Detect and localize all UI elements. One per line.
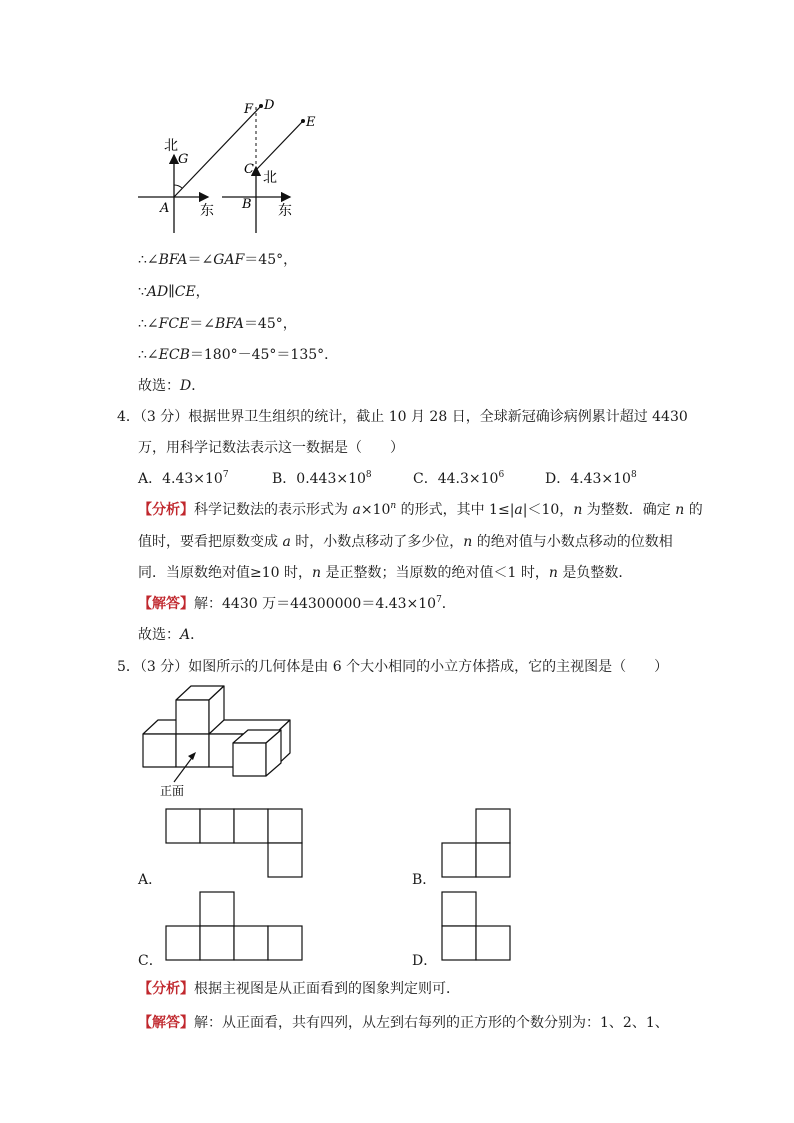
q5-stem: 5．（3 分）如图所示的几何体是由 6 个大小相同的小立方体搭成，它的主视图是（ ） (117, 659, 669, 675)
analysis-tag: 【分析】 (138, 502, 194, 518)
cube-figure (138, 686, 298, 801)
label-G: G (178, 152, 189, 167)
q4-stem-line2: 万，用科学记数法表示这一数据是（ ） (138, 440, 404, 456)
q5-option-d-label: D． (412, 953, 438, 969)
sol3-line4: ∴∠ECB＝180°－45°＝135°． (138, 347, 339, 363)
q4-option-a: A．$4.43\times 10^7$ (138, 470, 229, 487)
solution-tag: 【解答】 (138, 1015, 194, 1031)
option-b-figure (441, 808, 513, 880)
q4-analysis-line2: 值时，要看把原数变成 a 时，小数点移动了多少位，n 的绝对值与小数点移动的位数相 (138, 534, 673, 550)
q5-analysis: 【分析】根据主视图是从正面看到的图象判定则可． (138, 981, 460, 997)
option-c-figure (165, 891, 305, 963)
q4-analysis-line1: 【分析】科学记数法的表示形式为 $a\times 10^n$ 的形式，其中 1≤|a|＜10，n 为整数．确定 n 的 (138, 501, 703, 518)
label-A: A (160, 201, 170, 216)
label-north-b: 北 (263, 170, 277, 186)
label-D: D (264, 98, 275, 113)
label-north-a: 北 (164, 138, 178, 154)
direction-diagram (130, 95, 330, 240)
q5-solution: 【解答】解：从正面看，共有四列，从左到右每列的正方形的个数分别为：1、2、1、 (138, 1015, 669, 1031)
label-E: E (306, 115, 316, 130)
sol3-line3: ∴∠FCE＝∠BFA＝45°， (138, 316, 297, 332)
q5-option-a-label: A． (138, 872, 163, 888)
q5-option-b-label: B． (412, 872, 437, 888)
angle-arc (174, 185, 182, 188)
label-F: F (244, 102, 254, 117)
option-a-figure (165, 808, 305, 880)
q4-analysis-line3: 同．当原数绝对值≥10 时，n 是正整数；当原数的绝对值＜1 时，n 是负整数． (138, 565, 633, 581)
sol3-choose: 故选：D． (138, 378, 206, 394)
q4-choose: 故选：A． (138, 627, 205, 643)
q4-option-d: D．$4.43\times 10^8$ (545, 470, 637, 487)
front-label: 正面 (160, 784, 185, 798)
solution-tag: 【解答】 (138, 596, 194, 612)
label-C: C (244, 162, 254, 177)
option-d-figure (441, 891, 513, 963)
sol3-line2: ∵AD∥CE， (138, 284, 210, 300)
q4-option-b: B．$0.443\times 10^8$ (272, 470, 372, 487)
segment-CE (256, 121, 303, 170)
label-east-b: 东 (278, 203, 292, 219)
q5-option-c-label: C． (138, 953, 163, 969)
sol3-line1: ∴∠BFA＝∠GAF＝45°， (138, 252, 298, 268)
q4-solution: 【解答】解：4430 万$=44300000=4.43\times 10^7$． (138, 595, 456, 612)
q4-stem-line1: 4．（3 分）根据世界卫生组织的统计，截止 10 月 28 日，全球新冠确诊病例累计超过 4430 (117, 409, 688, 425)
label-east-a: 东 (200, 203, 214, 219)
q4-option-c: C．$44.3\times 10^6$ (413, 470, 505, 487)
label-B: B (242, 197, 252, 212)
analysis-tag: 【分析】 (138, 981, 194, 997)
